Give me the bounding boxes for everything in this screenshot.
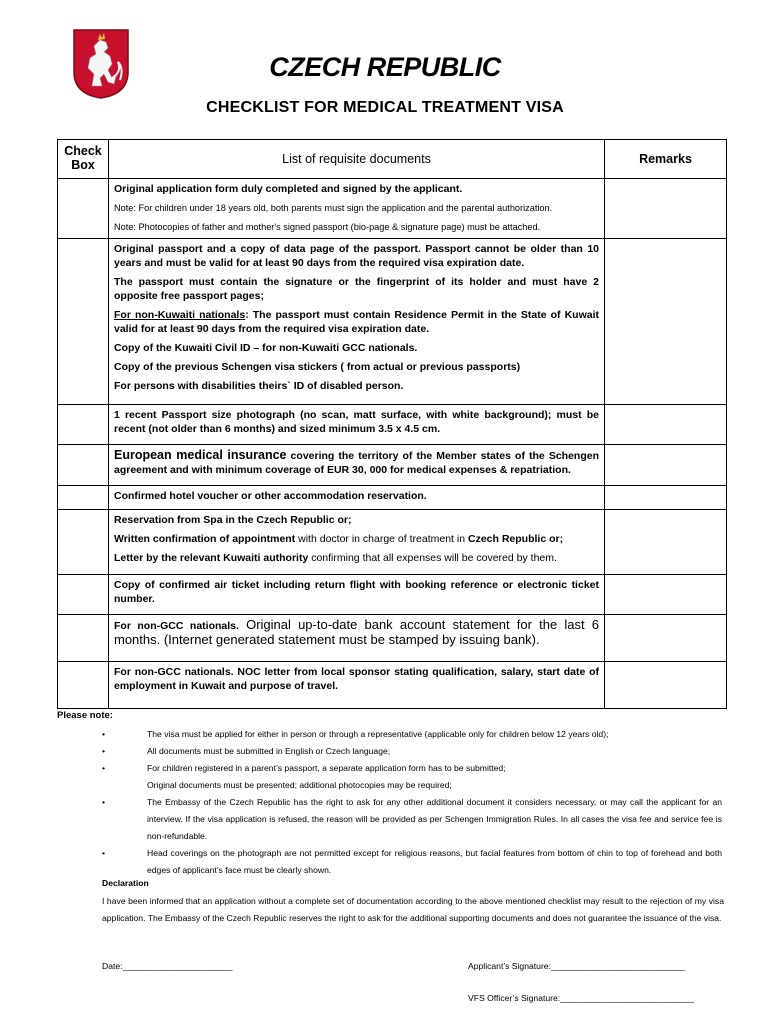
list-item: For persons with disabilities theirs` ID of disabled person. [114,380,404,392]
check-box-cell[interactable] [58,239,109,405]
applicant-signature-field[interactable]: Applicant’s Signature:____________________________ [468,961,685,971]
list-item: Original passport and a copy of data page of the passport. Passport cannot be older than 10 years and must be valid for at least 90 days from the required visa expiration date. [114,243,599,269]
remarks-cell[interactable] [605,510,727,575]
remarks-cell[interactable] [605,662,727,709]
checklist-table [57,139,727,709]
check-box-cell[interactable] [58,662,109,709]
remarks-cell[interactable] [605,239,727,405]
list-item: Confirmed hotel voucher or other accommodation reservation. [114,490,427,502]
page-title: CZECH REPUBLIC [269,52,501,82]
table-row [58,510,727,575]
note-item: • The Embassy of the Czech Republic has the right to ask for any other additional document it considers necessary, or may call the applicant for an interview. If the visa application is refused, the reason will be provided as per Schengen Immigration Rules. In all cases the visa fee and service fee is non-refundable. [102,797,722,841]
remarks-cell[interactable] [605,405,727,445]
check-box-cell[interactable] [58,486,109,510]
list-item: Copy of the Kuwaiti Civil ID – for non-Kuwaiti GCC nationals. [114,342,418,354]
table-header-row [58,140,727,179]
declaration-title: Declaration [102,878,149,888]
remarks-cell[interactable] [605,179,727,239]
list-item: Letter by the relevant Kuwaiti authority confirming that all expenses will be covered by them. [114,552,557,564]
table-row [58,486,727,510]
list-item: Copy of confirmed air ticket including return flight with booking reference or electronic ticket number. [114,579,599,605]
date-field[interactable]: Date:_______________________ [102,961,233,971]
list-item: For non-Kuwaiti nationals: The passport must contain Residence Permit in the State of Kuwait valid for at least 90 days from the required visa expiration date. [114,309,599,335]
table-row [58,179,727,239]
list-item-note: Note: For children under 18 years old, both parents must sign the application and the parental authorization. [114,203,553,213]
note-item: • All documents must be submitted in English or Czech language; [102,746,391,756]
list-item: European medical insurance covering the territory of the Member states of the Schengen agreement and with minimum coverage of EUR 30, 000 for medical expenses & repatriation. [114,448,600,476]
list-item: For non-GCC nationals. NOC letter from local sponsor stating qualification, salary, start date of employment in Kuwait and purpose of travel. [114,666,599,692]
list-item: Written confirmation of appointment with doctor in charge of treatment in Czech Republic or; [114,533,564,545]
check-box-cell[interactable] [58,575,109,615]
remarks-cell[interactable] [605,445,727,486]
list-item: Copy of the previous Schengen visa stickers ( from actual or previous passports) [114,361,521,373]
list-item: 1 recent Passport size photograph (no scan, matt surface, with white background); must be recent (not older than 6 months) and sized minimum 3.5 x 4.5 cm. [114,409,599,435]
remarks-cell[interactable] [605,486,727,510]
header-check-box: Check Box [58,140,109,179]
table-row [58,575,727,615]
vfs-officer-signature-field[interactable]: VFS Officer’s Signature:____________________________ [468,993,695,1003]
remarks-cell[interactable] [605,615,727,662]
table-row [58,405,727,445]
check-box-cell[interactable] [58,445,109,486]
check-box-cell[interactable] [58,405,109,445]
notes-title: Please note: [57,710,113,721]
note-item: • For children registered in a parent’s passport, a separate application form has to be submitted; [102,763,506,773]
remarks-cell[interactable] [605,575,727,615]
page-subtitle: CHECKLIST FOR MEDICAL TREATMENT VISA [206,99,564,116]
note-item: • Head coverings on the photograph are not permitted except for religious reasons, but facial features from bottom of chin to top of forehead and both edges of applicant’s face must be clearly shown. [102,848,722,875]
list-item: The passport must contain the signature or the fingerprint of its holder and must have 2 opposite free passport pages; [114,276,599,302]
notes-list [100,726,722,879]
table-row [58,445,727,486]
note-item-continuation: Original documents must be presented; additional photocopies may be required; [147,780,452,790]
declaration-text: I have been informed that an application without a complete set of documentation according to the above mentioned checklist may result to the rejection of my visa application. The Embassy of the Czech Republic reserves the right to ask for the additional supporting documents and does not guarantee the issuance of the visa. [102,896,724,923]
header-document-list: List of requisite documents [109,140,605,179]
check-box-cell[interactable] [58,510,109,575]
table-row [58,239,727,405]
table-row [58,615,727,662]
table-row [58,662,727,709]
check-box-cell[interactable] [58,179,109,239]
header-remarks: Remarks [605,140,727,179]
list-item: Original application form duly completed and signed by the applicant. [114,183,463,195]
list-item: For non-GCC nationals. Original up-to-date bank account statement for the last 6 months. (Internet generated statement must be stamped by issuing bank). [114,617,599,647]
check-box-cell[interactable] [58,615,109,662]
note-item: • The visa must be applied for either in person or through a representative (applicable only for children below 12 years old); [102,729,609,739]
list-item-note: Note: Photocopies of father and mother's signed passport (bio-page & signature page) must be attached. [114,222,541,232]
list-item: Reservation from Spa in the Czech Republic or; [114,514,352,526]
